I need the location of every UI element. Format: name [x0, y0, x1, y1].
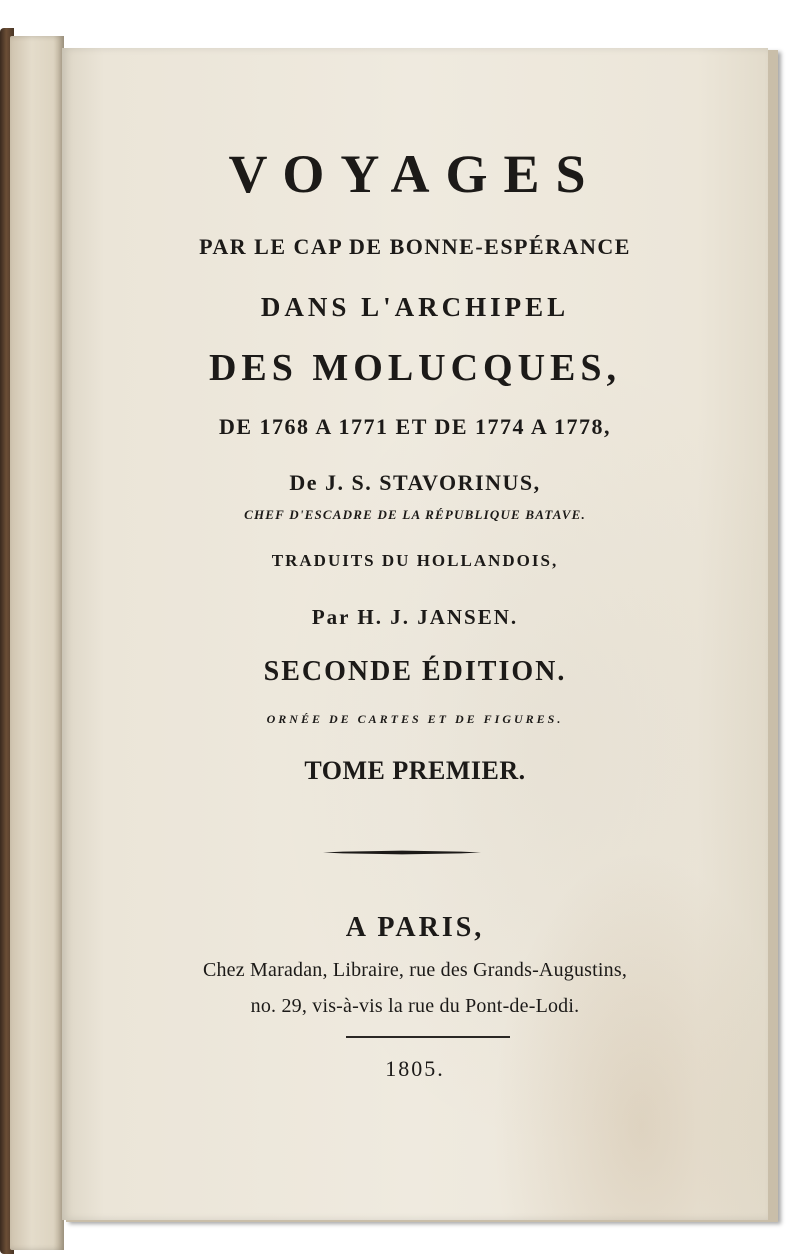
publication-city: A PARIS,: [345, 912, 485, 943]
translator-name: Par H. J. JANSEN.: [311, 605, 519, 629]
publisher-line: Chez Maradan, Libraire, rue des Grands-Augustins,: [202, 959, 628, 981]
publication-year: 1805.: [385, 1056, 445, 1081]
edition-label: SECONDE ÉDITION.: [263, 656, 567, 687]
translation-note: TRADUITS DU HOLLANDOIS,: [271, 551, 559, 570]
author-role: CHEF D'ESCADRE DE LA RÉPUBLIQUE BATAVE.: [244, 507, 586, 522]
book-title: VOYAGES: [228, 144, 602, 204]
left-page-edge: [10, 36, 64, 1250]
volume-label: TOME PREMIER.: [304, 756, 526, 785]
subtitle-cape: PAR LE CAP DE BONNE-ESPÉRANCE: [199, 234, 631, 259]
author-name: De J. S. STAVORINUS,: [289, 470, 541, 495]
ornamental-rule: [323, 850, 481, 855]
address-underline: [346, 1036, 510, 1038]
subtitle-archipelago: DANS L'ARCHIPEL: [260, 292, 570, 322]
title-page: [62, 48, 768, 1220]
publisher-address: no. 29, vis-à-vis la rue du Pont-de-Lodi.: [250, 995, 580, 1017]
subtitle-moluccas: DES MOLUCQUES,: [208, 347, 622, 389]
edition-note: ORNÉE DE CARTES ET DE FIGURES.: [266, 712, 564, 726]
voyage-dates: DE 1768 A 1771 ET DE 1774 A 1778,: [219, 414, 611, 439]
